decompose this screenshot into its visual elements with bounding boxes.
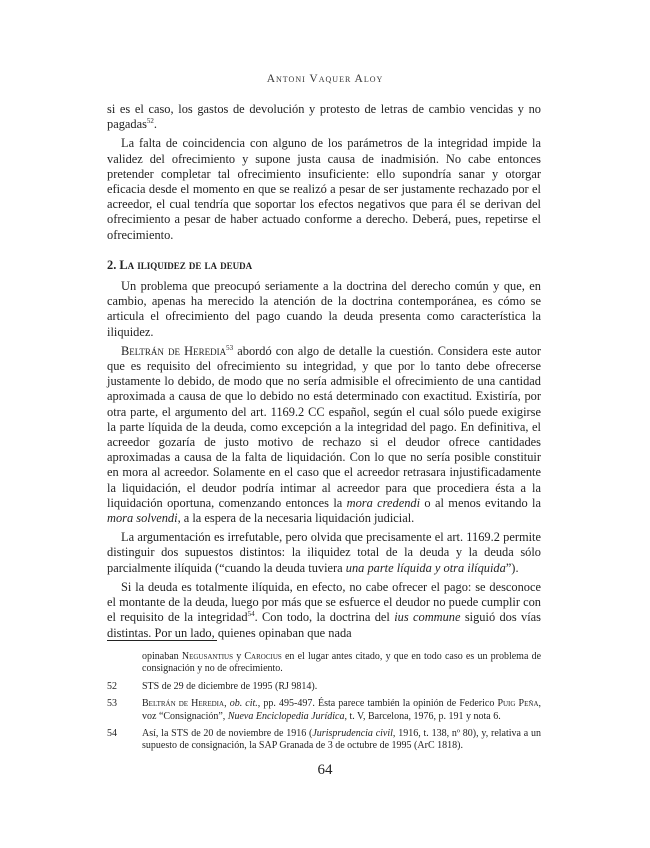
- text-run: o al menos evitando la: [420, 495, 541, 510]
- italic-term: mora solvendi: [107, 511, 178, 526]
- text-run: ”).: [505, 560, 519, 575]
- author-name: Negusantius: [181, 651, 234, 662]
- text-run: , a la espera de la necesaria liquidación judicial.: [177, 511, 415, 526]
- footnote-number: 54: [107, 728, 117, 740]
- footnote-text: [142, 728, 541, 753]
- footnote-text: [142, 698, 541, 723]
- page-number: 64: [317, 762, 333, 778]
- text-run: opinaban: [142, 651, 182, 662]
- text-run: y: [233, 651, 245, 662]
- footnotes: [107, 651, 541, 758]
- footnote-54: [107, 728, 541, 753]
- section-heading: [107, 258, 541, 273]
- footnote-continuation: [107, 651, 541, 676]
- text-run: abordó con algo de detalle la cuestión. Considera este autor que es requisito del ofrecimiento su integridad, y que por lo tanto debe ofrecerse justamente lo debido, de modo que no sería admisible el ofrecimiento de una cantidad aproximada a causa de que lo debido no está determinado con exactitud. Existiría, por otra parte, el argumento del art. 1169.2 CC español, según el cual sólo puede exigirse la parte líquida de la deuda, como excepción a la integridad del pago. En definitiva, el acreedor gozaría de justo motivo de rechazo si el deudor ofrece cantidades aproximadas a causa de la falta de liquidación. Con lo que no sería posible constituir en mora al acreedor. Solamente en el caso que el acreedor retrasara injustificadamente la liquidación, el deudor podría intimar al acreedor para que procediera ésta a la liquidación oportuna, comenzando entonces la: [107, 343, 541, 510]
- text-run: , pp. 495-497. Ésta parece también la opinión de Federico: [257, 698, 498, 710]
- paragraph-1: [107, 102, 541, 132]
- italic-term: una parte líquida y otra ilíquida: [345, 560, 506, 575]
- text-run: La argumentación es irrefutable, pero olvida que precisamente el art. 1169.2 permite distinguir dos supuestos distintos: la iliquidez total de la deuda y la deuda sólo parcialmente ilíquida (“cuando la deuda tuviera: [107, 530, 541, 575]
- text-run: . Con todo, la doctrina del: [254, 610, 395, 625]
- text-run: , t. V, Barcelona, 1976, p. 191 y nota 6.: [344, 710, 501, 722]
- text-run: siguió dos vías distintas. Por un lado, quienes opinaban que nada: [107, 610, 542, 640]
- paragraph-6: [107, 580, 541, 641]
- footnote-53: [107, 698, 541, 723]
- running-head: Antoni Vaquer Aloy: [266, 73, 384, 85]
- footnote-number: 52: [107, 680, 117, 692]
- footnote-ref-52[interactable]: 52: [146, 117, 154, 126]
- text-run: Así, la STS de 20 de noviembre de 1916 (: [142, 728, 313, 740]
- footnote-text: STS de 29 de diciembre de 1995 (RJ 9814).: [142, 680, 318, 692]
- author-name: Beltrán de Heredia: [121, 343, 227, 358]
- footnote-ref-54[interactable]: 54: [247, 610, 255, 619]
- text-run: ,: [224, 698, 230, 710]
- text-run: .: [153, 117, 158, 132]
- paragraph-4: [107, 344, 541, 526]
- footnote-52: [107, 681, 541, 693]
- footnote-ref-53[interactable]: 53: [226, 343, 234, 352]
- paragraph-3: Un problema que preocupó seriamente a la doctrina del derecho común y que, en cambio, apenas ha merecido la atención de la doctrina contemporánea, es cómo se articula el ofrecimiento del pago cuando la deuda presenta como característica la iliquidez.: [107, 279, 541, 339]
- italic-term: mora credendi: [346, 495, 421, 510]
- italic-term: ius commune: [394, 610, 461, 625]
- paragraph-2: La falta de coincidencia con alguno de los parámetros de la integridad impide la validez del ofrecimiento y supone justa causa de inadmisión. No cabe entonces pretender completar tal ofrecimiento insuficiente: ello supondría sanar y otorgar eficacia desde el momento en que se realizó a pesar de ser justamente rechazado por el acreedor, el cual tendría que soportar los efectos negativos que para él se derivan del ofrecimiento a pesar de haber actuado conforme a derecho. Deberá, pues, repetirse el ofrecimiento.: [107, 136, 541, 242]
- author-name: Puig Peña: [497, 698, 539, 710]
- italic-term: ob. cit.: [229, 698, 258, 710]
- author-name: Carocius: [244, 651, 282, 662]
- text-run: si es el caso, los gastos de devolución y protesto de letras de cambio vencidas y no pagadas: [107, 102, 541, 132]
- footnote-number: 53: [107, 698, 117, 710]
- text-run: en el lugar antes citado, y que en todo caso es un problema de consignación y no de ofrecimiento.: [142, 651, 542, 675]
- paragraph-5: [107, 530, 541, 576]
- text-run: , 1916, t. 138, nº 80), y, relativa a un supuesto de consignación, la SAP Granada de 3 de octubre de 1995 (ArC 1818).: [142, 728, 542, 752]
- author-name: Beltrán de Heredia: [142, 698, 225, 710]
- text-run: Si la deuda es totalmente ilíquida, en efecto, no cabe ofrecer el pago: se desconoce el montante de la deuda, luego por más que se esfuerce el deudor no puede cumplir con el requisito de la integridad: [107, 579, 541, 625]
- footnote-text: [142, 651, 541, 676]
- text-run: , voz “Consignación”,: [142, 698, 541, 722]
- italic-term: Jurisprudencia civil: [312, 728, 393, 740]
- body-text: [107, 102, 541, 645]
- footnote-number: [107, 651, 142, 676]
- section-title: La iliquidez de la deuda: [119, 257, 253, 272]
- section-number: 2.: [107, 257, 117, 272]
- footnote-rule: [107, 640, 217, 641]
- italic-term: Nueva Enciclopedia Jurídica: [227, 710, 345, 722]
